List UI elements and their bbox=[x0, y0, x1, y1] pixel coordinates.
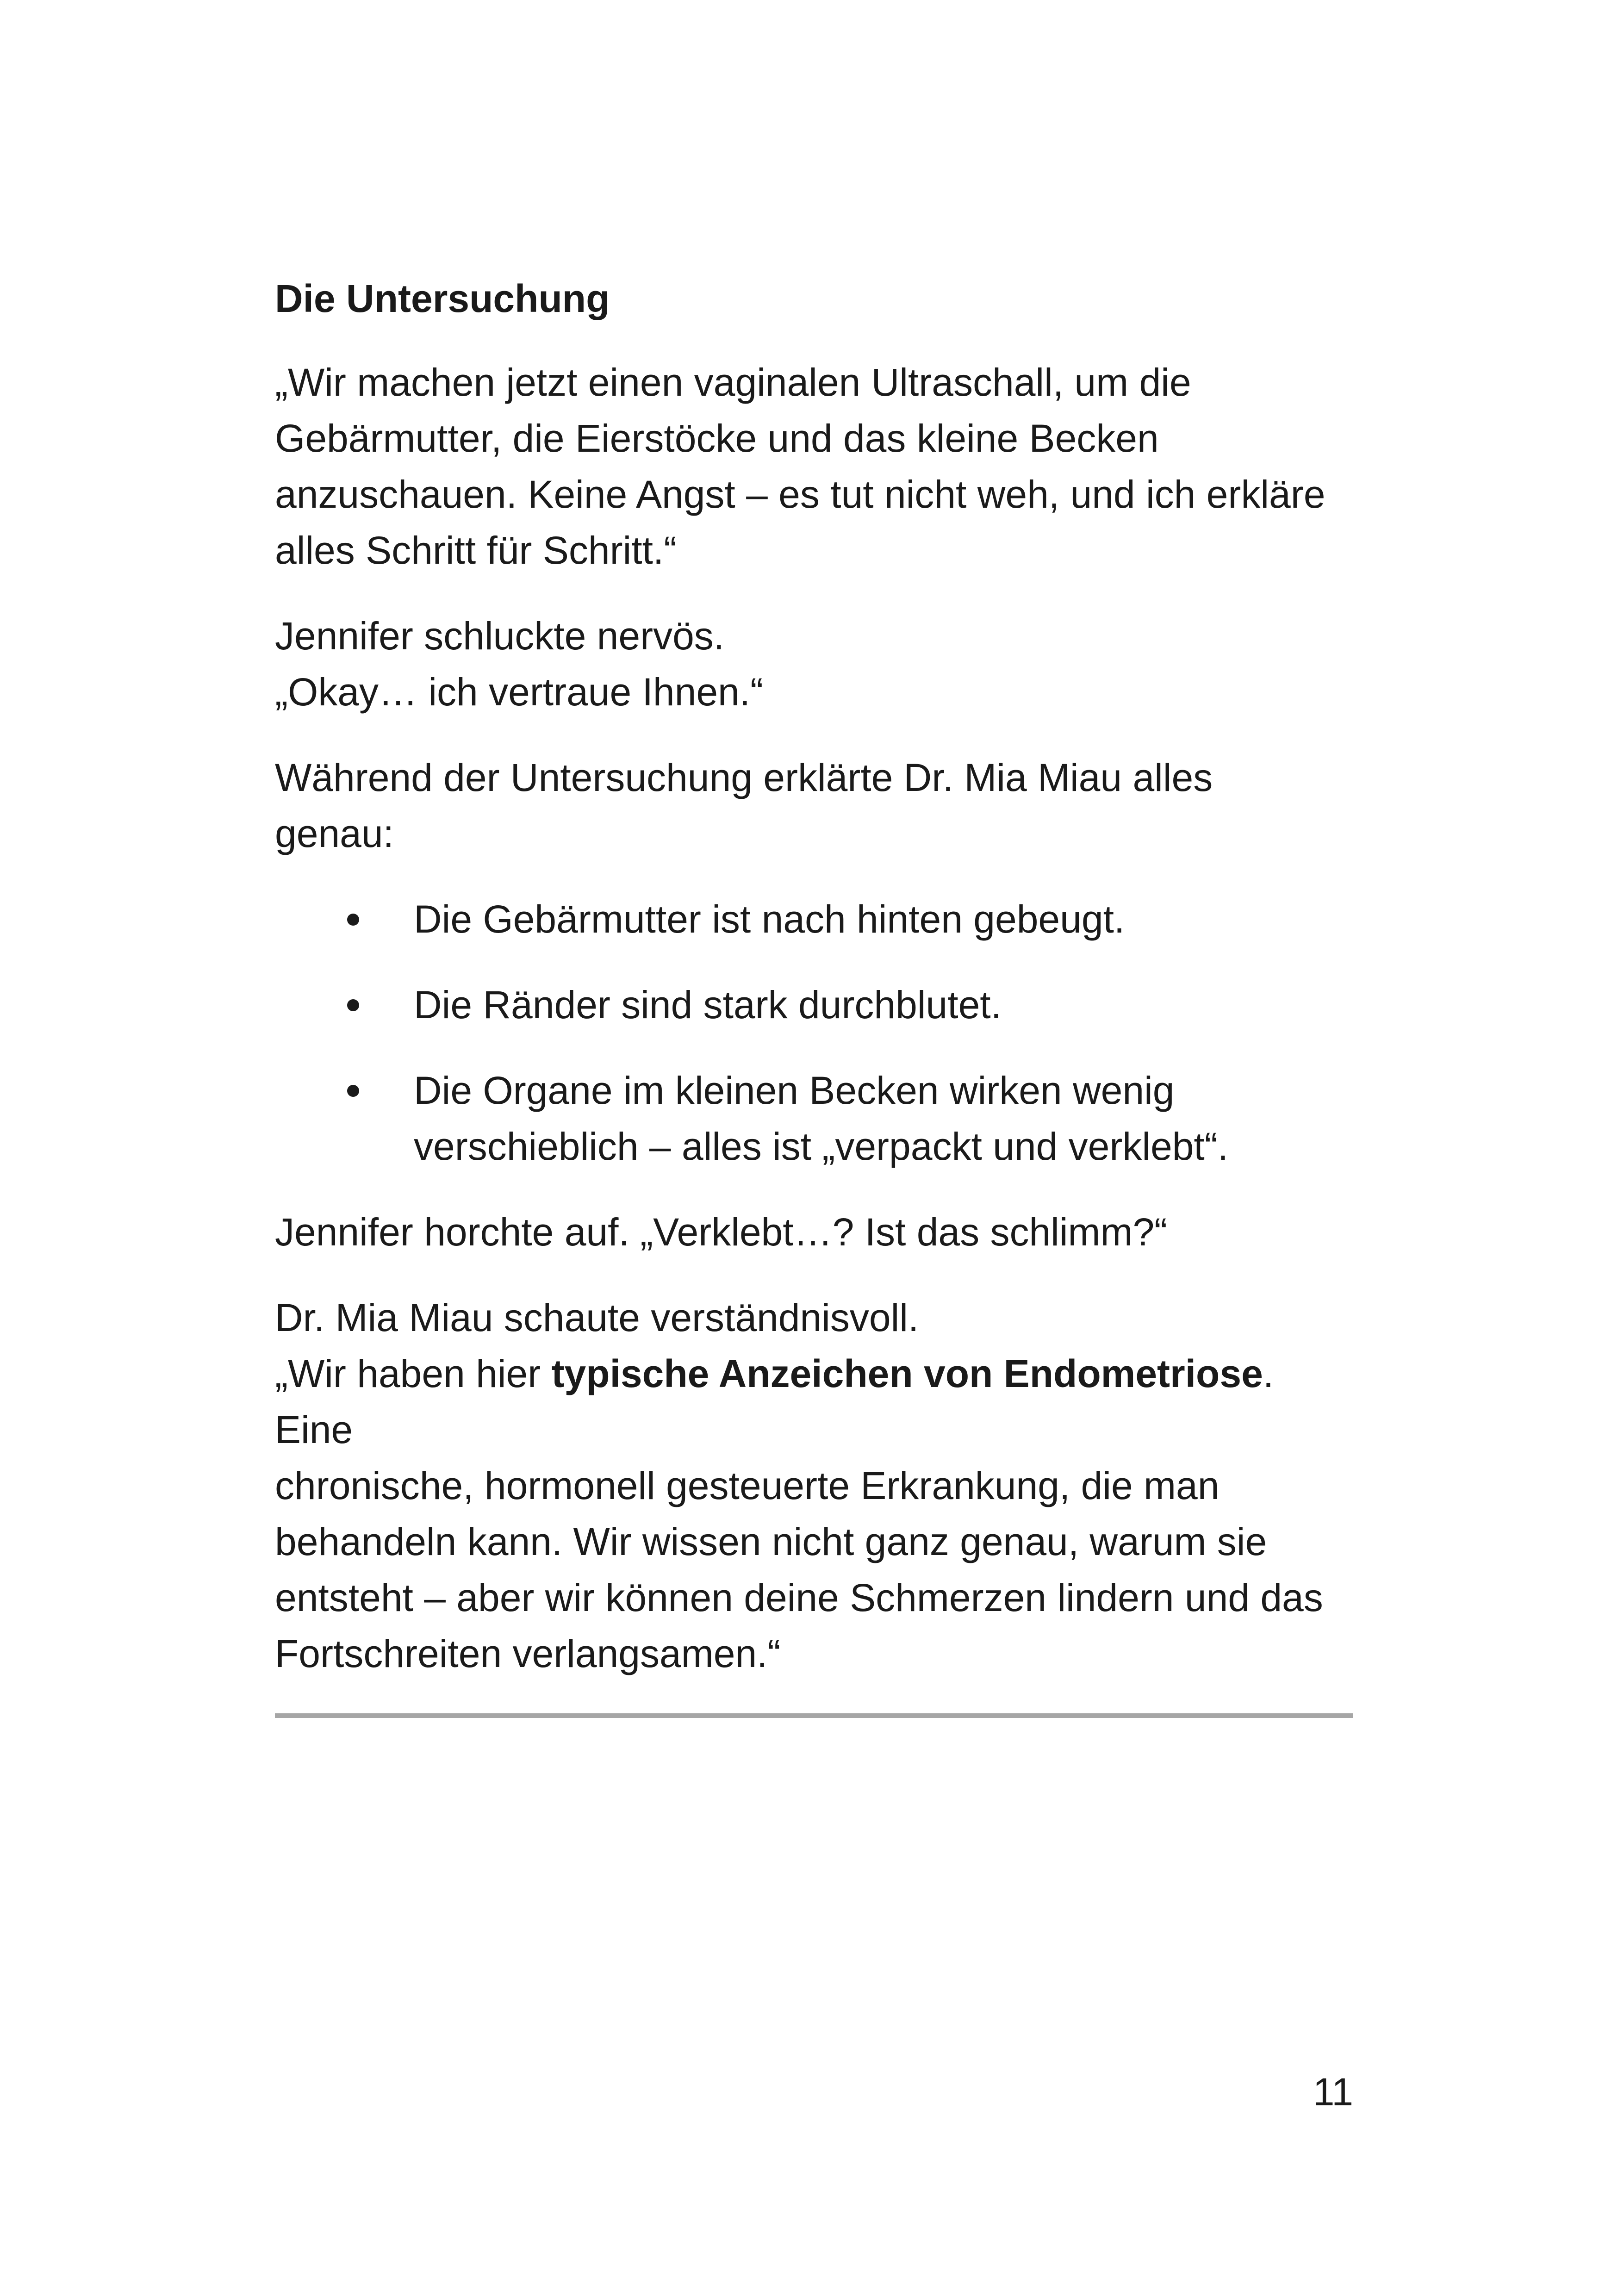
section-heading: Die Untersuchung bbox=[275, 277, 610, 320]
horizontal-divider bbox=[275, 1713, 1353, 1718]
list-item-text: Die Ränder sind stark durchblutet. bbox=[414, 983, 1002, 1027]
text-line bbox=[275, 1346, 1353, 1458]
list-item-text: Die Gebärmutter ist nach hinten gebeugt. bbox=[414, 897, 1125, 941]
paragraph-diagnosis bbox=[275, 1290, 1353, 1682]
text-line: Jennifer schluckte nervös. bbox=[275, 614, 725, 658]
text-fragment: . Eine bbox=[275, 1352, 1274, 1451]
text-line: „Okay… ich vertraue Ihnen.“ bbox=[275, 670, 764, 714]
paragraph-examination-intro bbox=[275, 750, 1353, 862]
text-line: anzuschauen. Keine Angst – es tut nicht weh, und ich erkläre bbox=[275, 473, 1326, 516]
page-content bbox=[275, 271, 1353, 1711]
bullet-icon bbox=[347, 914, 359, 926]
text-fragment: „Wir haben hier bbox=[275, 1352, 552, 1395]
text-line: behandeln kann. Wir wissen nicht ganz genau, warum sie bbox=[275, 1520, 1267, 1563]
list-item bbox=[275, 891, 1353, 947]
text-line: „Wir machen jetzt einen vaginalen Ultraschall, um die bbox=[275, 361, 1191, 404]
text-line: entsteht – aber wir können deine Schmerzen lindern und das bbox=[275, 1576, 1323, 1619]
text-line: Fortschreiten verlangsamen.“ bbox=[275, 1632, 781, 1675]
findings-list bbox=[275, 891, 1353, 1175]
text-line: Dr. Mia Miau schaute verständnisvoll. bbox=[275, 1296, 919, 1339]
paragraph-jennifer-question bbox=[275, 1204, 1353, 1260]
list-item-text: Die Organe im kleinen Becken wirken wenig bbox=[414, 1069, 1175, 1112]
text-line: genau: bbox=[275, 812, 394, 855]
list-item-text: verschieblich – alles ist „verpackt und verklebt“. bbox=[414, 1125, 1229, 1168]
list-item bbox=[275, 1063, 1353, 1175]
text-line: Jennifer horchte auf. „Verklebt…? Ist das schlimm?“ bbox=[275, 1210, 1168, 1254]
list-item bbox=[275, 977, 1353, 1033]
paragraph-ultrasound-explanation bbox=[275, 355, 1353, 579]
text-line: Während der Untersuchung erklärte Dr. Mia Miau alles bbox=[275, 756, 1213, 799]
bold-diagnosis-text: typische Anzeichen von Endometriose bbox=[551, 1352, 1263, 1395]
text-line: alles Schritt für Schritt.“ bbox=[275, 529, 677, 572]
page-number: 11 bbox=[1313, 2070, 1353, 2114]
bullet-icon bbox=[347, 1085, 359, 1097]
paragraph-jennifer-nervous bbox=[275, 608, 1353, 720]
text-line: chronische, hormonell gesteuerte Erkrankung, die man bbox=[275, 1464, 1220, 1507]
text-line: Gebärmutter, die Eierstöcke und das kleine Becken bbox=[275, 417, 1159, 460]
bullet-icon bbox=[347, 999, 359, 1011]
